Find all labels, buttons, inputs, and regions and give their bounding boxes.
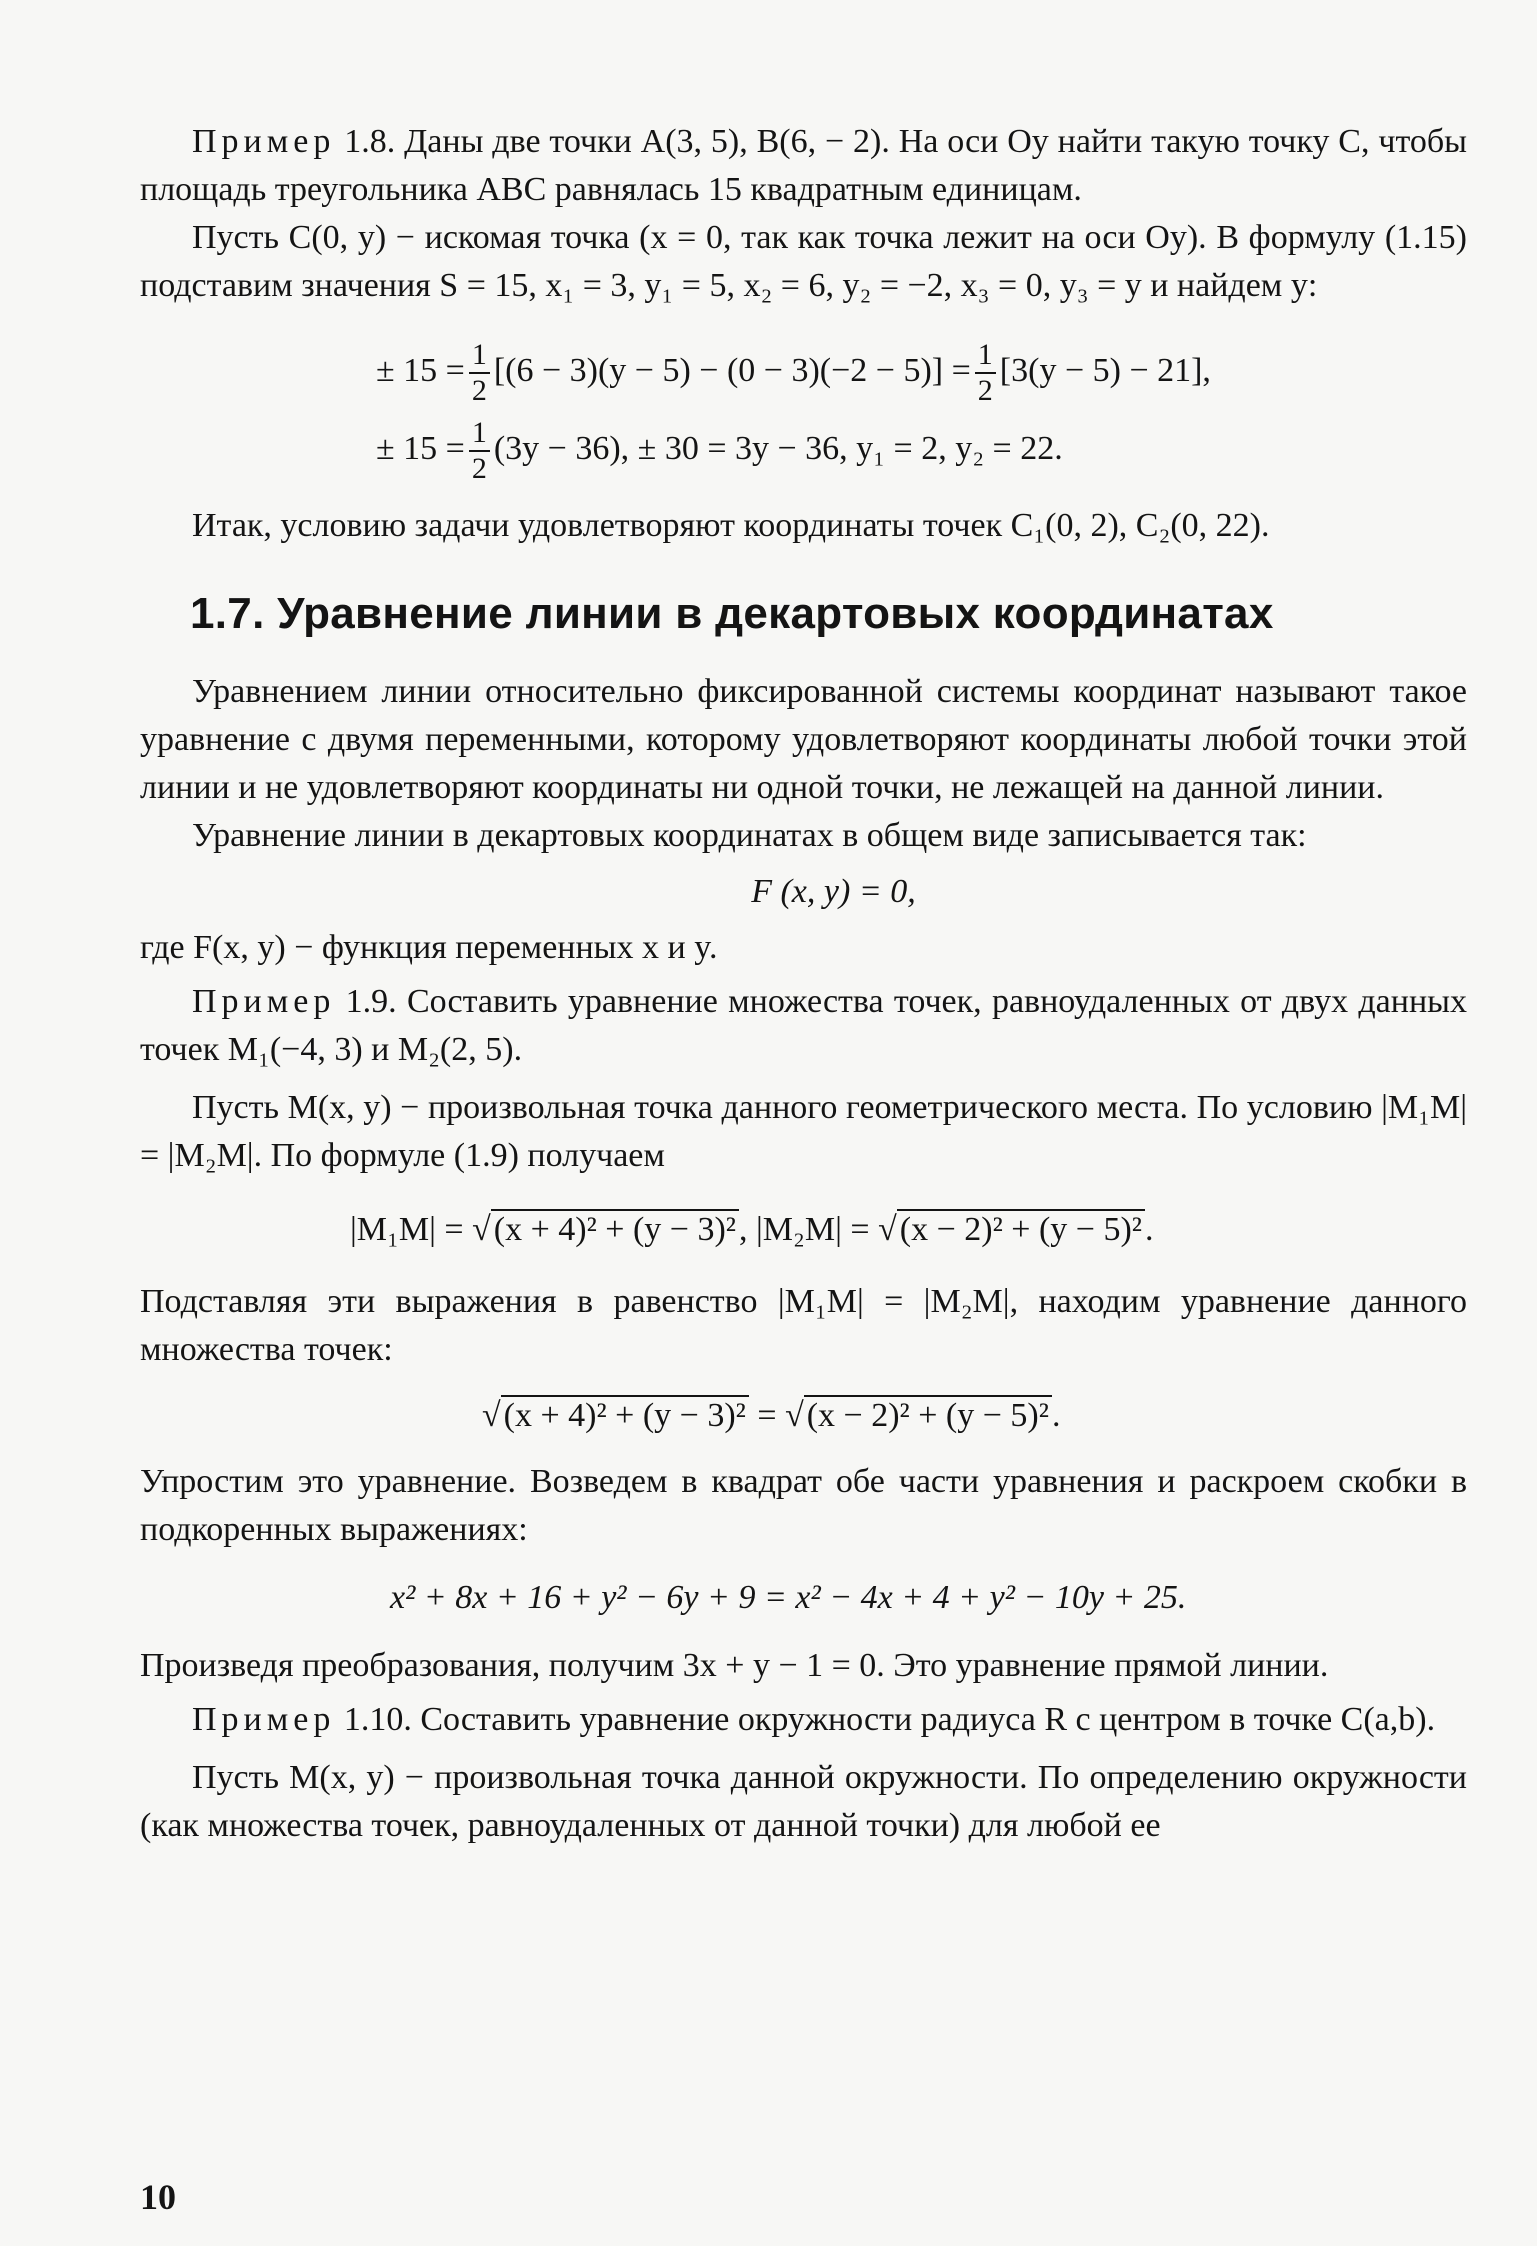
square-root: √(x + 4)² + (y − 3)² [472, 1206, 739, 1254]
fraction [975, 340, 996, 406]
example-label: Пример [192, 983, 336, 1020]
example-1-8-statement [140, 118, 1467, 214]
formula-part: (3y − 36), ± 30 = 3y − 36, y₁ = 2, y₂ = 22. [493, 429, 1063, 467]
fraction-numerator: 1 [469, 418, 490, 452]
page-number: 10 [140, 2177, 176, 2217]
formula-general-line: F (x, y) = 0, [751, 873, 916, 910]
example-1-9-paragraph-substitute: Подставляя эти выражения в равенство |M₁M| = |M₂M|, находим уравнение данного множества точек: [140, 1283, 1467, 1368]
example-1-9-statement [140, 978, 1467, 1074]
example-text: Даны две точки A(3, 5), B(6, − 2). На оси Oy найти такую точку C, чтобы площадь треугольника ABC равнялась 15 квадратным единицам. [140, 123, 1467, 208]
example-1-9-paragraph-condition: Пусть M(x, y) − произвольная точка данного геометрического места. По условию |M₁M| = |M₂M|. По формуле (1.9) получаем [140, 1089, 1467, 1174]
square-root: √(x − 2)² + (y − 5)² [878, 1206, 1145, 1254]
formula-part: . [1051, 1397, 1061, 1434]
section-title: 1.7. Уравнение линии в декартовых координатах [190, 589, 1274, 638]
example-number: 1.8. [344, 123, 396, 160]
example-text: Составить уравнение множества точек, равноудаленных от двух данных точек M₁(−4, 3) и M₂(2, 5). [140, 983, 1468, 1068]
example-1-10-statement [140, 1696, 1467, 1744]
formula-part: ± 15 = [376, 351, 465, 389]
fraction-numerator: 1 [975, 340, 996, 374]
example-number: 1.10. [343, 1701, 412, 1738]
formula-part: [3(y − 5) − 21], [999, 351, 1211, 389]
formula-equal-roots [482, 1392, 1467, 1440]
example-1-9-paragraph-result: Произведя преобразования, получим 3x + y − 1 = 0. Это уравнение прямой линии. [140, 1647, 1329, 1684]
formula-distances [350, 1206, 1467, 1254]
section-paragraph-general-form: Уравнение линии в декартовых координатах в общем виде записывается так: [192, 817, 1307, 854]
formula-part: , |M₂M| = [738, 1211, 870, 1248]
example-1-10-paragraph-point: Пусть M(x, y) − произвольная точка данной окружности. По определению окружности (как множества точек, равноудаленных от данной точки) для любой ее [140, 1759, 1467, 1844]
formula-area-substitution [376, 340, 1467, 406]
example-label: Пример [192, 1701, 336, 1738]
formula-part: |M₁M| = [350, 1211, 464, 1248]
formula-part: ± 15 = [376, 429, 465, 467]
radicand: (x − 2)² + (y − 5)² [804, 1395, 1052, 1434]
fraction [469, 340, 490, 406]
fraction [469, 418, 490, 484]
example-1-8-conclusion: Итак, условию задачи удовлетворяют координаты точек C₁(0, 2), C₂(0, 22). [192, 507, 1270, 544]
example-text: Составить уравнение окружности радиуса R с центром в точке C(a,b). [420, 1701, 1436, 1738]
section-paragraph-definition: Уравнением линии относительно фиксированной системы координат называют такое уравнение с двумя переменными, которому удовлетворяют координаты любой точки этой линии и не удовлетворяют координаты ни одной точки, не лежащей на данной линии. [140, 673, 1467, 806]
section-paragraph-where: где F(x, y) − функция переменных x и y. [140, 929, 718, 966]
formula-part: = [748, 1397, 786, 1434]
formula-part: . [1144, 1211, 1154, 1248]
example-1-8-solution: Пусть C(0, y) − искомая точка (x = 0, так как точка лежит на оси Oy). В формулу (1.15) подставим значения S = 15, x₁ = 3, y₁ = 5, x₂ = 6, y₂ = −2, x₃ = 0, y₃ = y и найдем y: [140, 219, 1467, 304]
radicand: (x − 2)² + (y − 5)² [897, 1209, 1145, 1248]
formula-expanded: x² + 8x + 16 + y² − 6y + 9 = x² − 4x + 4 + y² − 10y + 25. [390, 1579, 1187, 1616]
formula-area-solution [376, 418, 1467, 484]
radicand: (x + 4)² + (y − 3)² [501, 1395, 749, 1434]
example-label: Пример [192, 123, 336, 160]
example-number: 1.9. [345, 983, 397, 1020]
fraction-numerator: 1 [469, 340, 490, 374]
square-root: √(x − 2)² + (y − 5)² [785, 1392, 1052, 1440]
fraction-denominator: 2 [977, 374, 993, 407]
formula-part: [(6 − 3)(y − 5) − (0 − 3)(−2 − 5)] = [493, 351, 971, 389]
square-root: √(x + 4)² + (y − 3)² [482, 1392, 749, 1440]
radicand: (x + 4)² + (y − 3)² [491, 1209, 739, 1248]
example-1-9-paragraph-simplify: Упростим это уравнение. Возведем в квадрат обе части уравнения и раскроем скобки в подкоренных выражениях: [140, 1463, 1467, 1548]
fraction-denominator: 2 [471, 452, 487, 485]
fraction-denominator: 2 [471, 374, 487, 407]
